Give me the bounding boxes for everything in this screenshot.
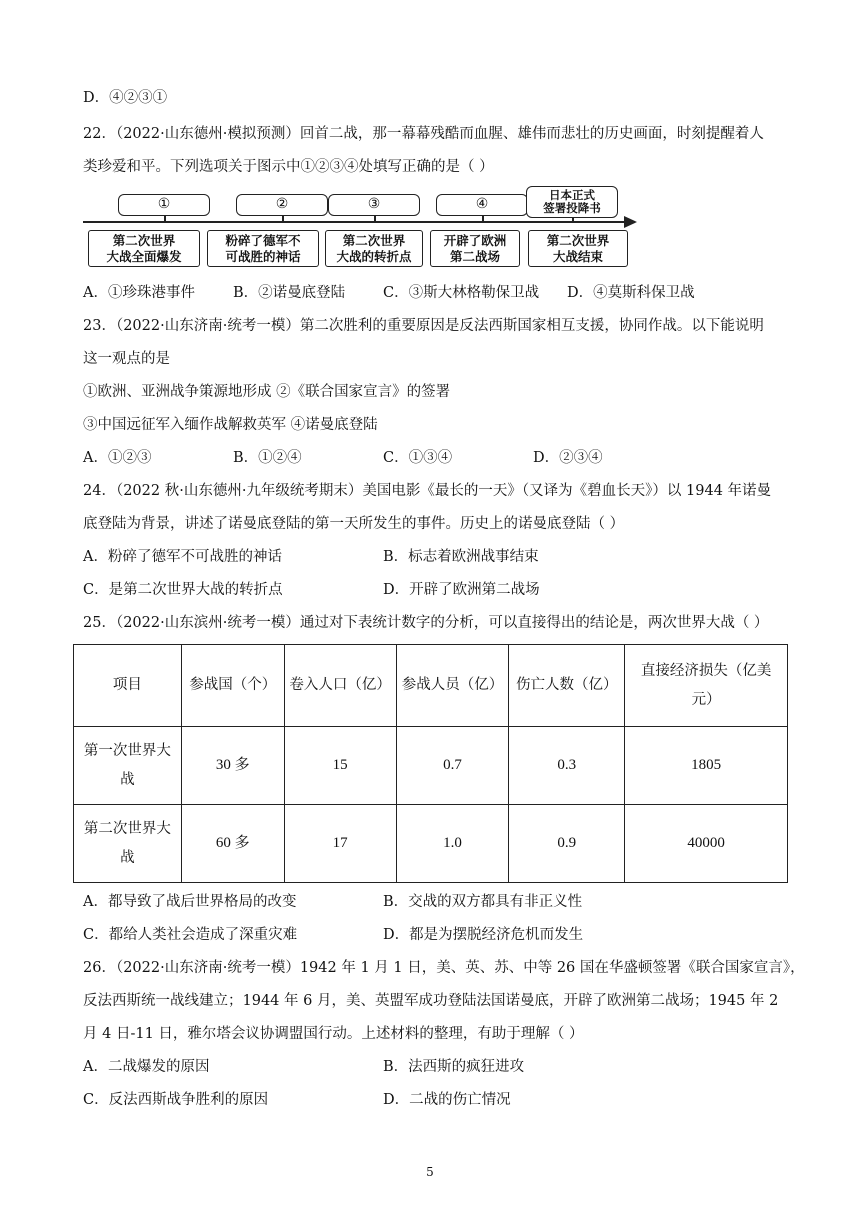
cell-population: 15 [284,727,396,805]
event-2-line2: 可战胜的神话 [225,249,301,264]
q26-stem-line1: 26．（2022·山东济南·统考一模）1942 年 1 月 1 日，美、英、苏、中等 26 国在华盛顿签署《联合国家宣言》， [83,960,805,976]
cell-economic-loss: 40000 [625,805,788,883]
q22-timeline-diagram [83,186,648,272]
timeline-end-event [526,186,618,218]
q24-option-c[interactable]: C．是第二次世界大战的转折点 [83,582,283,598]
cell-economic-loss: 1805 [625,727,788,805]
q25-option-a[interactable]: A．都导致了战后世界格局的改变 [83,894,297,910]
header-population: 卷入人口（亿） [284,645,396,727]
q26-option-a[interactable]: A．二战爆发的原因 [83,1059,210,1075]
header-economic-loss-line2: 元） [691,691,721,708]
q23-items-line2: ③中国远征军入缅作战解救英军 ④诺曼底登陆 [83,417,378,433]
cell-population: 17 [284,805,396,883]
q22-option-d[interactable]: D．④莫斯科保卫战 [567,285,695,301]
event-5-line1: 第二次世界 [546,233,610,248]
page-number: 5 [426,1165,434,1179]
timeline-event-2 [207,230,319,267]
cell-countries: 60 多 [181,805,284,883]
q22-option-c[interactable]: C．③斯大林格勒保卫战 [383,285,540,301]
q23-option-c[interactable]: C．①③④ [383,450,453,466]
table-header-row [74,645,788,727]
q25-stem: 25．（2022·山东滨州·统考一模）通过对下表统计数字的分析，可以直接得出的结论是，两次世界大战（ ） [83,615,769,631]
timeline-slot-3: ③ [328,194,420,216]
row-name-line2: 战 [120,771,135,788]
timeline-event-4 [430,230,520,267]
q25-option-d[interactable]: D．都是为摆脱经济危机而发生 [383,927,584,943]
timeline-event-3 [325,230,423,267]
cell-casualties: 0.9 [509,805,625,883]
q24-stem-line2: 底登陆为背景，讲述了诺曼底登陆的第一天所发生的事件。历史上的诺曼底登陆（ ） [83,516,625,532]
q24-option-b[interactable]: B．标志着欧洲战事结束 [383,549,539,565]
q25-stats-table [73,644,788,883]
header-countries: 参战国（个） [181,645,284,727]
q23-option-d[interactable]: D．②③④ [533,450,603,466]
end-event-line1: 日本正式 [549,188,595,202]
q21-option-d: D．④②③① [83,90,168,106]
timeline-slot-1: ① [118,194,210,216]
q26-option-b[interactable]: B．法西斯的疯狂进攻 [383,1059,525,1075]
cell-troops: 0.7 [396,727,509,805]
q22-stem-line1: 22．（2022·山东德州·模拟预测）回首二战，那一幕幕残酷而血腥、雄伟而悲壮的历史画面，时刻提醒着人 [83,126,764,142]
timeline-event-1 [88,230,200,267]
row-name [74,727,182,805]
timeline-slot-2: ② [236,194,328,216]
q23-items-line1: ①欧洲、亚洲战争策源地形成 ②《联合国家宣言》的签署 [83,384,451,400]
end-event-line2: 签署投降书 [543,201,601,215]
cell-casualties: 0.3 [509,727,625,805]
q23-option-a[interactable]: A．①②③ [83,450,152,466]
q23-stem-line1: 23．（2022·山东济南·统考一模）第二次胜利的重要原因是反法西斯国家相互支援，协同作战。以下能说明 [83,318,764,334]
header-troops: 参战人员（亿） [396,645,509,727]
row-name-line1: 第一次世界大 [83,742,171,759]
timeline-slot-4: ④ [436,194,528,216]
event-1-line2: 大战全面爆发 [106,249,182,264]
q23-option-b[interactable]: B．①②④ [233,450,302,466]
q23-stem-line2: 这一观点的是 [83,351,170,367]
q26-stem-line2: 反法西斯统一战线建立；1944 年 6 月，美、英盟军成功登陆法国诺曼底，开辟了欧洲第二战场；1945 年 2 [83,993,779,1009]
q24-option-d[interactable]: D．开辟了欧洲第二战场 [383,582,540,598]
timeline-event-5 [528,230,628,267]
q25-option-b[interactable]: B．交战的双方都具有非正义性 [383,894,583,910]
cell-troops: 1.0 [396,805,509,883]
q22-option-b[interactable]: B．②诺曼底登陆 [233,285,346,301]
row-name-line2: 战 [120,849,135,866]
event-1-line1: 第二次世界 [112,233,176,248]
row-name [74,805,182,883]
q22-option-a[interactable]: A．①珍珠港事件 [83,285,195,301]
q22-stem-line2: 类珍爱和平。下列选项关于图示中①②③④处填写正确的是（ ） [83,159,494,175]
event-2-line1: 粉碎了德军不 [225,233,301,248]
q25-option-c[interactable]: C．都给人类社会造成了深重灾难 [83,927,298,943]
q26-stem-line3: 月 4 日-11 日，雅尔塔会议协调盟国行动。上述材料的整理，有助于理解（ ） [83,1026,584,1042]
q24-stem-line1: 24．（2022 秋·山东德州·九年级统考期末）美国电影《最长的一天》（又译为《碧血长天》）以 1944 年诺曼 [83,483,772,499]
table-row [74,727,788,805]
event-3-line1: 第二次世界 [342,233,406,248]
event-3-line2: 大战的转折点 [336,249,412,264]
row-name-line1: 第二次世界大 [83,820,171,837]
q26-option-d[interactable]: D．二战的伤亡情况 [383,1092,511,1108]
q26-option-c[interactable]: C．反法西斯战争胜利的原因 [83,1092,269,1108]
header-economic-loss [625,645,788,727]
header-economic-loss-line1: 直接经济损失（亿美 [640,662,772,679]
q24-option-a[interactable]: A．粉碎了德军不可战胜的神话 [83,549,282,565]
table-row [74,805,788,883]
event-4-line2: 第二战场 [449,249,500,264]
event-4-line1: 开辟了欧洲 [443,233,507,248]
header-item: 项目 [74,645,182,727]
timeline-arrow [624,216,637,228]
cell-countries: 30 多 [181,727,284,805]
event-5-line2: 大战结束 [552,249,603,264]
header-casualties: 伤亡人数（亿） [509,645,625,727]
